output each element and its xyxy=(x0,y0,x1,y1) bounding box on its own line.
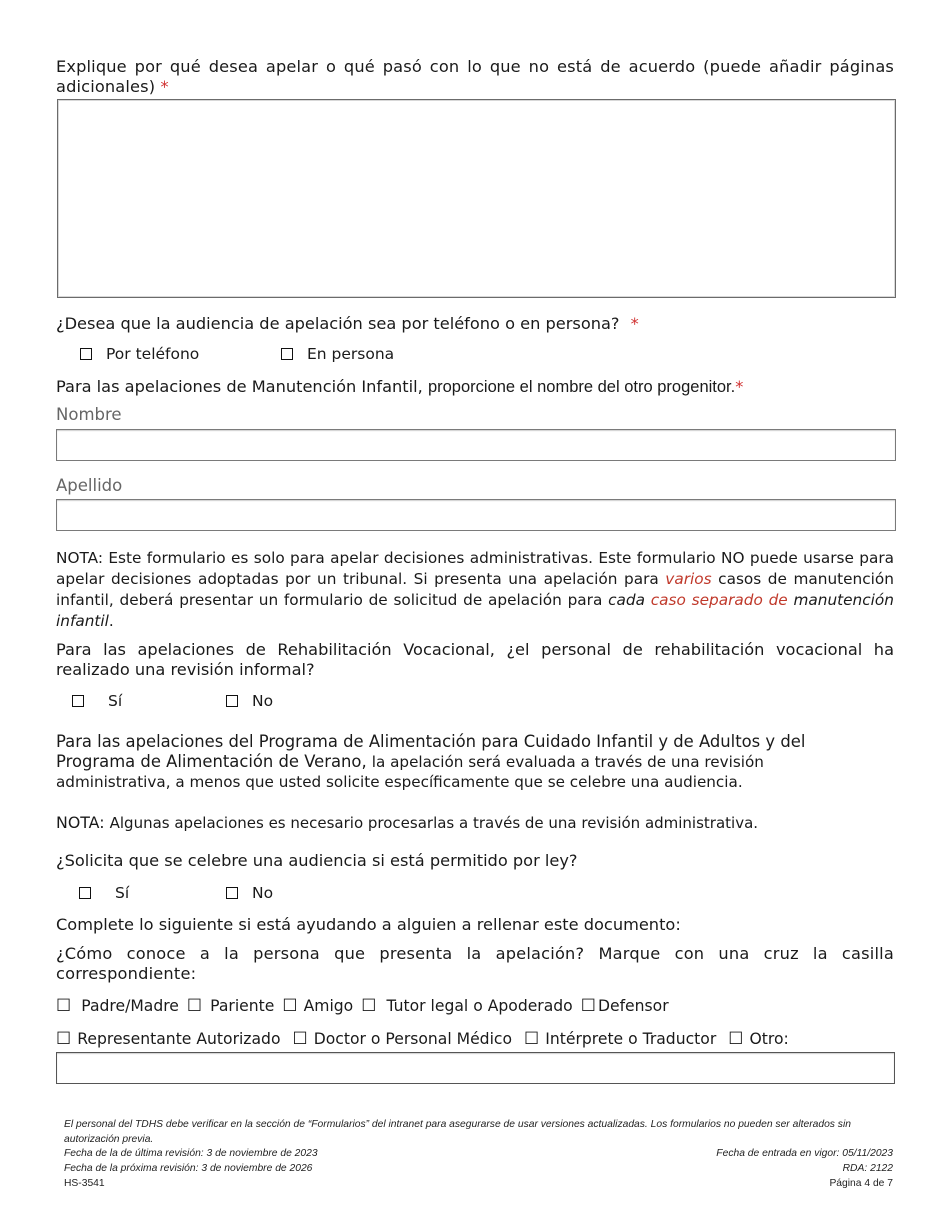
hearing-no-label: No xyxy=(252,884,274,902)
footer-notice: El personal del TDHS debe verificar en la sección de “Formularios” del intranet para asegurarse de usar versiones actualizadas. Los formularios no pueden ser alterados sin autorización previa. xyxy=(64,1119,851,1145)
note-lead: NOTA: xyxy=(56,549,103,567)
first-name-label: Nombre xyxy=(56,405,122,424)
checkbox-guardian[interactable]: ☐ xyxy=(361,996,377,1016)
child-support-question xyxy=(56,377,743,397)
note-caso-separado: caso separado de xyxy=(650,591,788,609)
checkbox-phone[interactable] xyxy=(80,348,92,360)
note-manutencion: manutención infantil xyxy=(56,591,894,630)
checkbox-vocational-yes[interactable] xyxy=(72,695,84,707)
first-name-input[interactable] xyxy=(56,429,896,461)
footer-rda: RDA: 2122 xyxy=(842,1163,893,1174)
appeal-reason-question xyxy=(56,57,894,97)
vocational-yes-label: Sí xyxy=(108,692,123,710)
note2-text: Algunas apelaciones es necesario procesarlas a través de una revisión administrativa. xyxy=(109,814,759,832)
relationship-parent-label: Padre/Madre xyxy=(81,997,179,1015)
child-support-question-text: Para las apelaciones de Manutención Infantil, xyxy=(56,377,423,396)
footer-effective-date: Fecha de entrada en vigor: 05/11/2023 xyxy=(716,1148,893,1159)
required-mark: * xyxy=(735,377,744,396)
relationship-row-2 xyxy=(56,1029,789,1049)
hearing-request-question: ¿Solicita que se celebre una audiencia si está permitido por ley? xyxy=(56,851,578,870)
hearing-type-question xyxy=(56,314,639,334)
checkbox-advocate[interactable]: ☐ xyxy=(580,996,596,1016)
vocational-option-no[interactable] xyxy=(226,692,273,710)
relationship-interpreter-label: Intérprete o Traductor xyxy=(545,1030,717,1048)
relationship-other[interactable] xyxy=(728,1029,789,1049)
option-person-label: En persona xyxy=(307,345,395,363)
appeal-reason-question-text: Explique por qué desea apelar o qué pasó con lo que no está de acuerdo (puede añadir páginas adicionales) xyxy=(56,57,894,96)
relationship-parent[interactable] xyxy=(56,996,179,1016)
checkbox-hearing-no[interactable] xyxy=(226,887,238,899)
relationship-guardian[interactable] xyxy=(361,996,572,1016)
note-text-b: casos de manutención infantil, deberá presentar un formulario de solicitud de apelación para xyxy=(56,570,894,609)
relationship-friend[interactable] xyxy=(282,996,353,1016)
other-relationship-input[interactable] xyxy=(56,1052,895,1084)
relationship-other-label: Otro: xyxy=(749,1030,789,1048)
food-program-text-a: Para las apelaciones del Programa de Alimentación para Cuidado Infantil y de Adultos y del Programa de Alimentación de Verano, xyxy=(56,732,806,771)
last-name-label: Apellido xyxy=(56,476,123,495)
appeal-reason-textarea[interactable] xyxy=(57,99,896,298)
note-end: . xyxy=(108,612,114,630)
checkbox-interpreter[interactable]: ☐ xyxy=(524,1029,540,1049)
note-administrative xyxy=(56,548,894,632)
hearing-option-person[interactable] xyxy=(281,345,394,363)
footer-next-revision: Fecha de la próxima revisión: 3 de noviembre de 2026 xyxy=(64,1163,313,1174)
relationship-relative-label: Pariente xyxy=(210,997,275,1015)
checkbox-parent[interactable]: ☐ xyxy=(56,996,72,1016)
footer-form-id: HS-3541 xyxy=(64,1178,105,1189)
checkbox-friend[interactable]: ☐ xyxy=(282,996,298,1016)
option-phone-label: Por teléfono xyxy=(106,345,200,363)
note-processing xyxy=(56,813,758,832)
relationship-authorized-rep[interactable] xyxy=(56,1029,281,1049)
relationship-advocate[interactable] xyxy=(581,996,669,1016)
relationship-interpreter[interactable] xyxy=(524,1029,716,1049)
helper-intro: Complete lo siguiente si está ayudando a alguien a rellenar este documento: xyxy=(56,915,681,934)
relationship-authorized-rep-label: Representante Autorizado xyxy=(77,1030,281,1048)
hearing-request-option-yes[interactable] xyxy=(79,884,129,902)
vocational-option-yes[interactable] xyxy=(72,692,122,710)
helper-question: ¿Cómo conoce a la persona que presenta la apelación? Marque con una cruz la casilla correspondiente: xyxy=(56,944,894,983)
hearing-option-phone[interactable] xyxy=(80,345,199,363)
relationship-doctor[interactable] xyxy=(293,1029,513,1049)
checkbox-doctor[interactable]: ☐ xyxy=(292,1029,308,1049)
hearing-type-question-text: ¿Desea que la audiencia de apelación sea por teléfono o en persona? xyxy=(56,314,620,333)
checkbox-authorized-rep[interactable]: ☐ xyxy=(56,1029,72,1049)
note-cada: cada xyxy=(608,591,645,609)
hearing-yes-label: Sí xyxy=(115,884,130,902)
vocational-question: Para las apelaciones de Rehabilitación Vocacional, ¿el personal de rehabilitación vocacional ha realizado una revisión informal? xyxy=(56,640,894,679)
relationship-advocate-label: Defensor xyxy=(597,997,669,1015)
relationship-friend-label: Amigo xyxy=(303,997,354,1015)
relationship-doctor-label: Doctor o Personal Médico xyxy=(313,1030,513,1048)
footer-last-revision: Fecha de la de última revisión: 3 de noviembre de 2023 xyxy=(64,1148,318,1159)
child-support-question-rest: proporcione el nombre del otro progenitor. xyxy=(427,378,736,396)
note2-lead: NOTA: xyxy=(56,813,105,832)
hearing-request-option-no[interactable] xyxy=(226,884,273,902)
vocational-no-label: No xyxy=(252,692,274,710)
relationship-row-1 xyxy=(56,996,669,1016)
relationship-guardian-label: Tutor legal o Apoderado xyxy=(386,997,573,1015)
checkbox-other[interactable]: ☐ xyxy=(728,1029,744,1049)
checkbox-hearing-yes[interactable] xyxy=(79,887,91,899)
last-name-input[interactable] xyxy=(56,499,896,531)
required-mark: * xyxy=(630,314,639,333)
note-varios: varios xyxy=(665,570,712,588)
relationship-relative[interactable] xyxy=(187,996,274,1016)
note-text-a: Este formulario es solo para apelar decisiones administrativas. Este formulario NO puede usarse para apelar decisiones adoptadas por un tribunal. Si presenta una apelación para xyxy=(56,549,894,588)
checkbox-person[interactable] xyxy=(281,348,293,360)
footer-page-number: Página 4 de 7 xyxy=(829,1178,893,1189)
required-mark: * xyxy=(160,77,169,96)
food-program-text xyxy=(56,732,856,792)
checkbox-relative[interactable]: ☐ xyxy=(186,996,203,1016)
food-program-text-b: la apelación será evaluada a través de una revisión administrativa, a menos que usted solicite específicamente que se celebre una audiencia. xyxy=(56,753,764,791)
checkbox-vocational-no[interactable] xyxy=(226,695,238,707)
